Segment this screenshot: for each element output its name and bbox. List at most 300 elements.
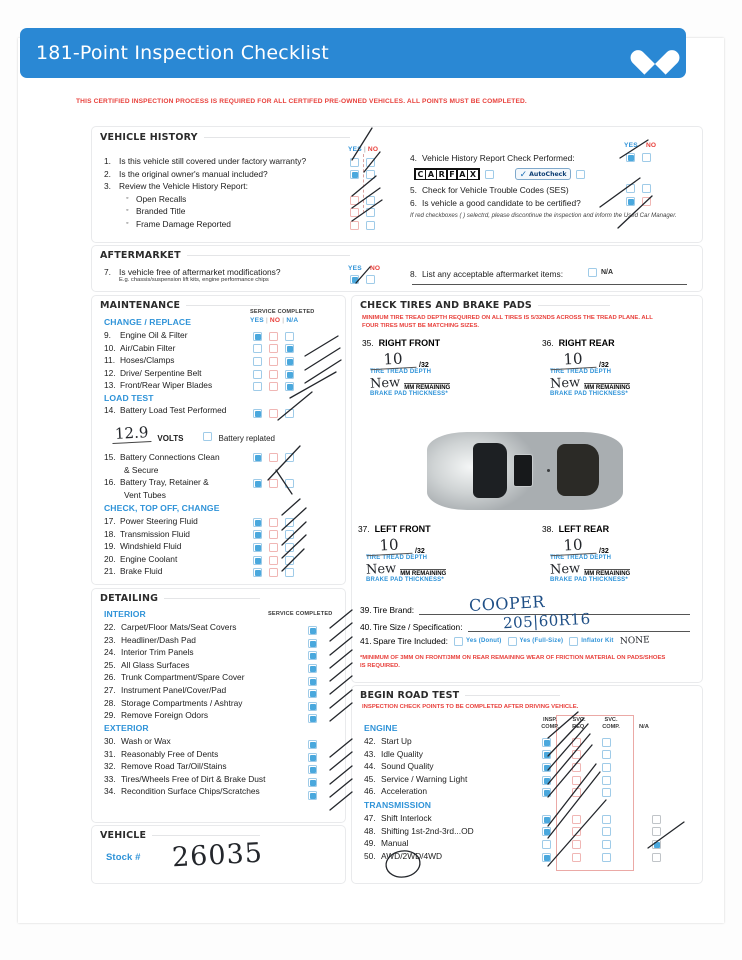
road-item-47-checkboxes[interactable] — [542, 813, 661, 826]
road-48-req-checkbox[interactable] — [572, 827, 581, 836]
brake-pad-footnote: *MINIMUM OF 3MM ON FRONT/3MM ON REAR REMAINING WEAR OF FRICTION MATERIAL ON PADS/SHOES IS REQUIRED. — [360, 655, 666, 669]
history-item-2-checkboxes[interactable] — [350, 169, 375, 182]
tire-36-mm-label: MM REMAINING — [584, 385, 631, 391]
detail-item-30 — [104, 735, 314, 748]
road-test-panel — [352, 686, 702, 883]
road-45-comp-checkbox[interactable] — [602, 776, 611, 785]
road-50-na-checkbox[interactable] — [652, 853, 661, 862]
col-insp-comp-header — [535, 717, 565, 731]
road-item-46 — [364, 785, 534, 798]
history-bullet-1: ◦ Open Recalls — [126, 193, 187, 204]
history-bullet-2-label: Branded Title — [136, 206, 186, 217]
carfax-logo: C A R F A X — [414, 168, 480, 180]
tires-panel — [352, 296, 702, 682]
detail-item-34-label: Recondition Surface Chips/Scratches — [121, 786, 260, 797]
road-46-comp-checkbox[interactable] — [602, 788, 611, 797]
road-43-req-checkbox[interactable] — [572, 750, 581, 759]
history-item-2-label: Is the original owner's manual included? — [119, 168, 268, 179]
road-test-engine-subhead: ENGINE — [364, 723, 398, 733]
road-item-46-num: 46. — [364, 786, 376, 797]
road-44-insp-checkbox[interactable] — [542, 763, 551, 772]
aftermarket-no-checkbox[interactable] — [366, 275, 375, 284]
maint-item-9-checkboxes[interactable] — [253, 330, 294, 343]
maintenance-check-subhead: CHECK, TOP OFF, CHANGE — [104, 503, 220, 513]
detail-item-30-num: 30. — [104, 736, 116, 746]
history-bullet-2-checkboxes[interactable] — [350, 206, 375, 219]
battery-replaced-checkbox[interactable] — [203, 432, 212, 441]
road-item-42 — [364, 735, 534, 748]
history-bullet-3: ◦ Frame Damage Reported — [126, 218, 231, 229]
tire-35-num: 35. — [362, 338, 374, 348]
col-insp-line1: INSP. — [543, 717, 557, 723]
history-item-5-yes-checkbox[interactable] — [626, 184, 635, 193]
detail-27-checkbox[interactable] — [308, 689, 317, 698]
road-49-na-checkbox[interactable] — [652, 840, 661, 849]
maint-item-21-num: 21. — [104, 566, 116, 577]
autocheck-label: AutoCheck — [529, 170, 567, 178]
aftermarket-item-8-num: 8. — [410, 269, 417, 279]
red-checkbox-footnote: If red checkboxes ( ) selectrd, please discontinue the inspection and inform the Used Car Manager. — [410, 212, 677, 219]
maint-item-17 — [104, 515, 254, 528]
maint-item-12-num: 12. — [104, 367, 116, 378]
detail-item-24-label: Interior Trim Panels — [121, 647, 194, 658]
spare-tire-label: Spare Tire Included: — [373, 636, 448, 646]
road-item-45-checkboxes[interactable] — [542, 774, 611, 787]
road-42-comp-checkbox[interactable] — [602, 738, 611, 747]
history-bullet-1-no-checkbox[interactable] — [366, 196, 375, 205]
detail-30-checkbox[interactable] — [308, 740, 317, 749]
spare-tire-handwritten-note[interactable]: NONE — [619, 635, 650, 647]
autocheck-checkbox[interactable] — [576, 170, 585, 179]
road-item-49-checkboxes[interactable] — [542, 838, 661, 851]
history-item-3-num: 3. — [104, 181, 111, 192]
history-item-1-yes-checkbox[interactable] — [350, 158, 359, 167]
aftermarket-yes-checkbox[interactable] — [350, 275, 359, 284]
detail-32-checkbox[interactable] — [308, 765, 317, 774]
maint-item-16-label2: Vent Tubes — [124, 489, 166, 500]
maint-item-13-label: Front/Rear Wiper Blades — [120, 380, 213, 391]
road-49-comp-checkbox[interactable] — [602, 840, 611, 849]
spare-inflator-checkbox[interactable] — [569, 637, 578, 646]
tire-36-name: RIGHT REAR — [558, 338, 615, 348]
maint-21-no-checkbox[interactable] — [269, 568, 278, 577]
road-49-req-checkbox[interactable] — [572, 840, 581, 849]
maint-item-18-label: Transmission Fluid — [120, 528, 190, 539]
road-item-44 — [364, 760, 534, 773]
tire-35-pad-value[interactable]: New — [369, 375, 401, 392]
maint-10-na-checkbox[interactable] — [285, 344, 294, 353]
tire-35-denominator: /32 — [419, 362, 429, 369]
detail-28-checkbox[interactable] — [308, 702, 317, 711]
road-item-44-checkboxes[interactable] — [542, 761, 611, 774]
road-item-48-label: Shifting 1st-2nd-3rd...OD — [381, 825, 474, 836]
col-comp-line2: COMP. — [602, 724, 620, 730]
road-item-49-num: 49. — [364, 838, 376, 849]
detail-item-23 — [104, 634, 304, 647]
maint-20-no-checkbox[interactable] — [269, 556, 278, 565]
history-item-1-label: Is this vehicle still covered under factory warranty? — [119, 156, 307, 166]
detail-item-26 — [104, 671, 304, 684]
detail-23-checkbox[interactable] — [308, 639, 317, 648]
tire-35-tread-value[interactable]: 10 — [370, 349, 417, 370]
maint-item-17-label: Power Steering Fluid — [120, 516, 198, 526]
maintenance-panel — [92, 296, 345, 584]
road-44-req-checkbox[interactable] — [572, 763, 581, 772]
maint-12-yes-checkbox[interactable] — [253, 370, 262, 379]
maint-11-yes-checkbox[interactable] — [253, 357, 262, 366]
maint-21-yes-checkbox[interactable] — [253, 568, 262, 577]
maint-item-18-num: 18. — [104, 528, 116, 539]
road-50-insp-checkbox[interactable] — [542, 853, 551, 862]
maint-item-17-checkboxes[interactable] — [253, 516, 294, 529]
maint-17-yes-checkbox[interactable] — [253, 518, 262, 527]
detail-22-checkbox[interactable] — [308, 626, 317, 635]
road-item-50-label: AWD/2WD/4WD — [381, 850, 443, 861]
road-50-req-checkbox[interactable] — [572, 853, 581, 862]
maint-10-yes-checkbox[interactable] — [253, 344, 262, 353]
maint-14-no-checkbox[interactable] — [269, 409, 278, 418]
maint-9-na-checkbox[interactable] — [285, 332, 294, 341]
maint-item-19-label: Windshield Fluid — [120, 541, 182, 552]
maint-item-10-num: 10. — [104, 342, 116, 353]
history-item-6-num: 6. — [410, 198, 417, 208]
maint-item-14-checkboxes[interactable] — [253, 409, 294, 418]
maint-item-12-label: Drive/ Serpentine Belt — [120, 367, 202, 378]
road-43-insp-checkbox[interactable] — [542, 750, 551, 759]
tires-heading: CHECK TIRES AND BRAKE PADS — [360, 300, 610, 311]
history-bullet-1-yes-checkbox[interactable] — [350, 196, 359, 205]
road-42-insp-checkbox[interactable] — [542, 738, 551, 747]
history-bullet-3-yes-checkbox[interactable] — [350, 221, 359, 230]
maint-21-na-checkbox[interactable] — [285, 568, 294, 577]
detail-26-checkbox[interactable] — [308, 677, 317, 686]
history-item-4-yes-checkbox[interactable] — [626, 153, 635, 162]
road-43-comp-checkbox[interactable] — [602, 750, 611, 759]
detail-item-34 — [104, 785, 314, 798]
tires-minimum-note: MINIMUM TIRE TREAD DEPTH REQUIRED ON ALL TIRES IS 5/32NDS ACROSS THE TREAD PLANE. ALL FOUR TIRES MUST BE MATCHING SIZES. — [362, 315, 653, 329]
maintenance-load-subhead: LOAD TEST — [104, 393, 154, 403]
road-44-comp-checkbox[interactable] — [602, 763, 611, 772]
road-test-heading: BEGIN ROAD TEST — [360, 690, 560, 701]
detail-item-22 — [104, 621, 304, 634]
maint-item-14-label: Battery Load Test Performed — [120, 405, 227, 415]
road-item-43-label: Idle Quality — [381, 748, 423, 759]
road-item-44-label: Sound Quality — [381, 761, 434, 772]
history-bullet-2: ◦ Branded Title — [126, 206, 186, 217]
maintenance-col-headers: YES | NO | N/A — [250, 317, 299, 324]
detail-34-checkbox[interactable] — [308, 791, 317, 800]
maint-18-na-checkbox[interactable] — [285, 530, 294, 539]
maint-15-no-checkbox[interactable] — [269, 453, 278, 462]
maint-item-21-label: Brake Fluid — [120, 566, 163, 577]
maint-item-15 — [104, 451, 254, 464]
maint-19-no-checkbox[interactable] — [269, 543, 278, 552]
heart-logo-icon — [640, 40, 670, 67]
maintenance-no-header: NO — [269, 317, 281, 324]
maint-9-no-checkbox[interactable] — [269, 332, 278, 341]
history-item-3-label: Review the Vehicle History Report: — [119, 181, 248, 192]
road-45-req-checkbox[interactable] — [572, 776, 581, 785]
maint-item-9-num: 9. — [104, 330, 111, 340]
maint-17-na-checkbox[interactable] — [285, 518, 294, 527]
history-bullet-1-checkboxes[interactable] — [350, 194, 375, 207]
document-header — [20, 28, 686, 78]
history-item-5-no-checkbox[interactable] — [642, 184, 651, 193]
vehicle-diagram-image — [427, 432, 623, 510]
road-item-47-label: Shift Interlock — [381, 813, 432, 823]
road-49-insp-checkbox[interactable] — [542, 840, 551, 849]
spare-fullsize-checkbox[interactable] — [508, 637, 517, 646]
maint-item-17-num: 17. — [104, 516, 116, 526]
maint-item-20-checkboxes[interactable] — [253, 554, 294, 567]
maint-item-14-num: 14. — [104, 405, 116, 415]
vehicle-heading: VEHICLE — [100, 830, 260, 841]
tire-37-tread-label: TIRE TREAD DEPTH — [366, 555, 428, 561]
detail-33-checkbox[interactable] — [308, 778, 317, 787]
maint-item-21-checkboxes[interactable] — [253, 566, 294, 579]
road-47-na-checkbox[interactable] — [652, 815, 661, 824]
maint-item-19 — [104, 540, 254, 553]
history-bullet-2-no-checkbox[interactable] — [366, 208, 375, 217]
detail-item-32-num: 32. — [104, 761, 116, 772]
tire-35-mm-label: MM REMAINING — [404, 385, 451, 391]
maint-item-19-num: 19. — [104, 541, 116, 552]
history-item-4-num: 4. — [410, 153, 417, 163]
maint-item-16-checkboxes[interactable] — [253, 479, 294, 488]
detail-item-26-label: Trunk Compartment/Spare Cover — [121, 672, 245, 683]
tire-36-denominator: /32 — [599, 362, 609, 369]
tire-37-name: LEFT FRONT — [374, 524, 431, 534]
maint-15-yes-checkbox[interactable] — [253, 453, 262, 462]
aftermarket-item-8 — [410, 268, 563, 281]
battery-volts-value[interactable]: 12.9 — [112, 423, 152, 444]
detail-item-26-num: 26. — [104, 672, 116, 683]
tire-36-pad-value[interactable]: New — [549, 375, 581, 392]
col-svc-comp-header — [595, 717, 627, 731]
tire-38-tread-value[interactable]: 10 — [550, 535, 597, 556]
detail-item-27-num: 27. — [104, 684, 116, 695]
road-48-insp-checkbox[interactable] — [542, 827, 551, 836]
detailing-col-title: SERVICE COMPLETED — [268, 611, 333, 617]
detail-25-checkbox[interactable] — [308, 664, 317, 673]
maint-12-na-checkbox[interactable] — [285, 370, 294, 379]
history-item-6-checkboxes[interactable] — [626, 197, 651, 206]
maint-item-16 — [104, 476, 254, 489]
no-label: NO — [367, 146, 379, 153]
yes-label-right: YES — [624, 142, 638, 149]
maint-item-11-label: Hoses/Clamps — [120, 355, 175, 366]
detail-item-31-label: Reasonably Free of Dents — [121, 748, 219, 759]
maint-item-18-checkboxes[interactable] — [253, 529, 294, 542]
maint-item-10-label: Air/Cabin Filter — [120, 342, 176, 353]
tire-36-tread-label: TIRE TREAD DEPTH — [550, 369, 612, 375]
road-46-insp-checkbox[interactable] — [542, 788, 551, 797]
road-item-48-num: 48. — [364, 825, 376, 836]
aftermarket-na-checkbox[interactable] — [588, 268, 597, 277]
detail-item-31-num: 31. — [104, 748, 116, 759]
tire-37-pad-label: BRAKE PAD THICKNESS* — [366, 577, 444, 583]
road-48-na-checkbox[interactable] — [652, 827, 661, 836]
maint-15-na-checkbox[interactable] — [285, 453, 294, 462]
maint-12-no-checkbox[interactable] — [269, 370, 278, 379]
maint-item-15-num: 15. — [104, 452, 116, 462]
maint-item-13-checkboxes[interactable] — [253, 380, 294, 393]
col-comp-line1: SVC. — [604, 717, 618, 723]
history-item-1-checkboxes[interactable] — [350, 156, 375, 169]
tire-37-num: 37. — [358, 524, 370, 534]
detail-item-23-label: Headliner/Dash Pad — [121, 634, 196, 645]
maint-item-15-label: Battery Connections Clean — [120, 452, 220, 462]
yes-label: YES — [348, 146, 362, 153]
tire-brand-num: 39. — [360, 605, 372, 615]
detail-item-24-num: 24. — [104, 647, 116, 658]
maint-14-na-checkbox[interactable] — [285, 409, 294, 418]
aftermarket-yes-no-header — [348, 265, 380, 272]
maint-item-15-label2: & Secure — [124, 464, 159, 475]
tire-size-value[interactable]: 205|60R16 — [502, 609, 591, 633]
detail-item-27 — [104, 684, 304, 697]
tire-size-label: Tire Size / Specification: — [373, 622, 463, 632]
road-50-comp-checkbox[interactable] — [602, 853, 611, 862]
road-item-43-checkboxes[interactable] — [542, 749, 611, 762]
tire-size-num: 40. — [360, 622, 372, 632]
tire-35-name: RIGHT FRONT — [378, 338, 441, 348]
tire-35-pad-label: BRAKE PAD THICKNESS* — [370, 391, 448, 397]
spare-donut-checkbox[interactable] — [454, 637, 463, 646]
carfax-checkbox[interactable] — [485, 170, 494, 179]
maint-11-na-checkbox[interactable] — [285, 357, 294, 366]
history-item-5-checkboxes[interactable] — [626, 184, 651, 193]
volts-label: VOLTS — [157, 434, 184, 443]
vehicle-history-heading: VEHICLE HISTORY — [100, 132, 350, 143]
maint-16-yes-checkbox[interactable] — [253, 479, 262, 488]
detail-item-30-label: Wash or Wax — [121, 736, 171, 746]
maint-item-19-checkboxes[interactable] — [253, 541, 294, 554]
road-47-comp-checkbox[interactable] — [602, 815, 611, 824]
tire-37-pad-value[interactable]: New — [365, 561, 397, 578]
stock-number-label: Stock # — [106, 852, 141, 863]
detail-24-checkbox[interactable] — [308, 651, 317, 660]
maint-item-10-checkboxes[interactable] — [253, 343, 294, 356]
tire-38-pad-label: BRAKE PAD THICKNESS* — [550, 577, 628, 583]
road-item-46-checkboxes[interactable] — [542, 786, 611, 799]
maint-17-no-checkbox[interactable] — [269, 518, 278, 527]
road-item-42-checkboxes[interactable] — [542, 736, 611, 749]
detail-item-33-num: 33. — [104, 773, 116, 784]
col-req-line2: REQ. — [572, 724, 586, 730]
maint-18-no-checkbox[interactable] — [269, 530, 278, 539]
aftermarket-heading: AFTERMARKET — [100, 250, 350, 261]
history-item-2 — [104, 168, 344, 181]
detail-item-32 — [104, 760, 314, 773]
road-46-req-checkbox[interactable] — [572, 788, 581, 797]
detailing-heading: DETAILING — [100, 593, 260, 604]
history-bullet-3-checkboxes[interactable] — [350, 219, 375, 232]
maint-19-na-checkbox[interactable] — [285, 543, 294, 552]
tire-brand-value[interactable]: COOPER — [468, 592, 546, 615]
maint-18-yes-checkbox[interactable] — [253, 530, 262, 539]
history-item-5 — [410, 184, 625, 197]
detail-item-22-label: Carpet/Floor Mats/Seat Covers — [121, 622, 237, 632]
history-item-2-num: 2. — [104, 168, 111, 179]
maint-11-no-checkbox[interactable] — [269, 357, 278, 366]
history-bullet-2-yes-checkbox[interactable] — [350, 208, 359, 217]
history-item-6-yes-checkbox[interactable] — [626, 197, 635, 206]
maint-13-yes-checkbox[interactable] — [253, 382, 262, 391]
detail-item-33-label: Tires/Wheels Free of Dirt & Brake Dust — [121, 773, 266, 784]
history-item-1-num: 1. — [104, 156, 111, 166]
road-item-45-num: 45. — [364, 773, 376, 784]
detail-29-checkbox[interactable] — [308, 714, 317, 723]
road-42-req-checkbox[interactable] — [572, 738, 581, 747]
spare-inflator-label: Inflator Kit — [581, 638, 614, 644]
history-item-2-yes-checkbox[interactable] — [350, 170, 359, 179]
spare-donut-label: Yes (Donut) — [465, 638, 502, 644]
detail-item-28 — [104, 697, 304, 710]
maint-19-yes-checkbox[interactable] — [253, 543, 262, 552]
page-title: 181-Point Inspection Checklist — [36, 42, 329, 64]
maint-10-no-checkbox[interactable] — [269, 344, 278, 353]
maint-item-11 — [104, 354, 254, 367]
history-item-2-no-checkbox[interactable] — [366, 170, 375, 179]
aftermarket-item-7-checkboxes[interactable] — [350, 275, 375, 284]
maint-14-yes-checkbox[interactable] — [253, 409, 262, 418]
road-item-48-checkboxes[interactable] — [542, 826, 661, 839]
history-item-4-checkboxes[interactable] — [626, 153, 651, 162]
maint-item-15-checkboxes[interactable] — [253, 453, 294, 462]
maint-item-12 — [104, 367, 254, 380]
maintenance-na-header: N/A — [286, 317, 299, 324]
maint-13-no-checkbox[interactable] — [269, 382, 278, 391]
history-item-1-no-checkbox[interactable] — [366, 158, 375, 167]
maint-item-11-num: 11. — [104, 355, 116, 366]
maint-13-na-checkbox[interactable] — [285, 382, 294, 391]
road-45-insp-checkbox[interactable] — [542, 776, 551, 785]
road-item-48 — [364, 825, 534, 838]
maint-item-9 — [104, 329, 254, 342]
road-test-transmission-subhead: TRANSMISSION — [364, 800, 432, 810]
maint-item-14 — [104, 404, 226, 417]
tire-36-tread-value[interactable]: 10 — [550, 349, 597, 370]
history-item-4-no-checkbox[interactable] — [642, 153, 651, 162]
maint-20-na-checkbox[interactable] — [285, 556, 294, 565]
stock-number-value[interactable]: 26035 — [171, 837, 264, 874]
road-48-comp-checkbox[interactable] — [602, 827, 611, 836]
history-item-6-no-checkbox[interactable] — [642, 197, 651, 206]
maint-9-yes-checkbox[interactable] — [253, 332, 262, 341]
maint-item-12-checkboxes[interactable] — [253, 368, 294, 381]
maint-16-na-checkbox[interactable] — [285, 479, 294, 488]
aftermarket-items-input[interactable] — [412, 284, 687, 285]
road-item-49-label: Manual — [381, 838, 409, 849]
road-47-req-checkbox[interactable] — [572, 815, 581, 824]
tire-36-pad-label: BRAKE PAD THICKNESS* — [550, 391, 628, 397]
road-item-43-num: 43. — [364, 748, 376, 759]
maint-20-yes-checkbox[interactable] — [253, 556, 262, 565]
road-47-insp-checkbox[interactable] — [542, 815, 551, 824]
tire-37-tread-value[interactable]: 10 — [366, 535, 413, 556]
detail-31-checkbox[interactable] — [308, 753, 317, 762]
maint-item-11-checkboxes[interactable] — [253, 355, 294, 368]
tire-38-mm-label: MM REMAINING — [584, 571, 631, 577]
history-bullet-3-no-checkbox[interactable] — [366, 221, 375, 230]
history-bullet-3-label: Frame Damage Reported — [136, 218, 231, 229]
road-item-50-checkboxes[interactable] — [542, 851, 661, 864]
history-item-4 — [410, 152, 625, 165]
road-item-46-label: Acceleration — [381, 786, 428, 797]
tire-38-pad-value[interactable]: New — [549, 561, 581, 578]
maint-16-no-checkbox[interactable] — [269, 479, 278, 488]
